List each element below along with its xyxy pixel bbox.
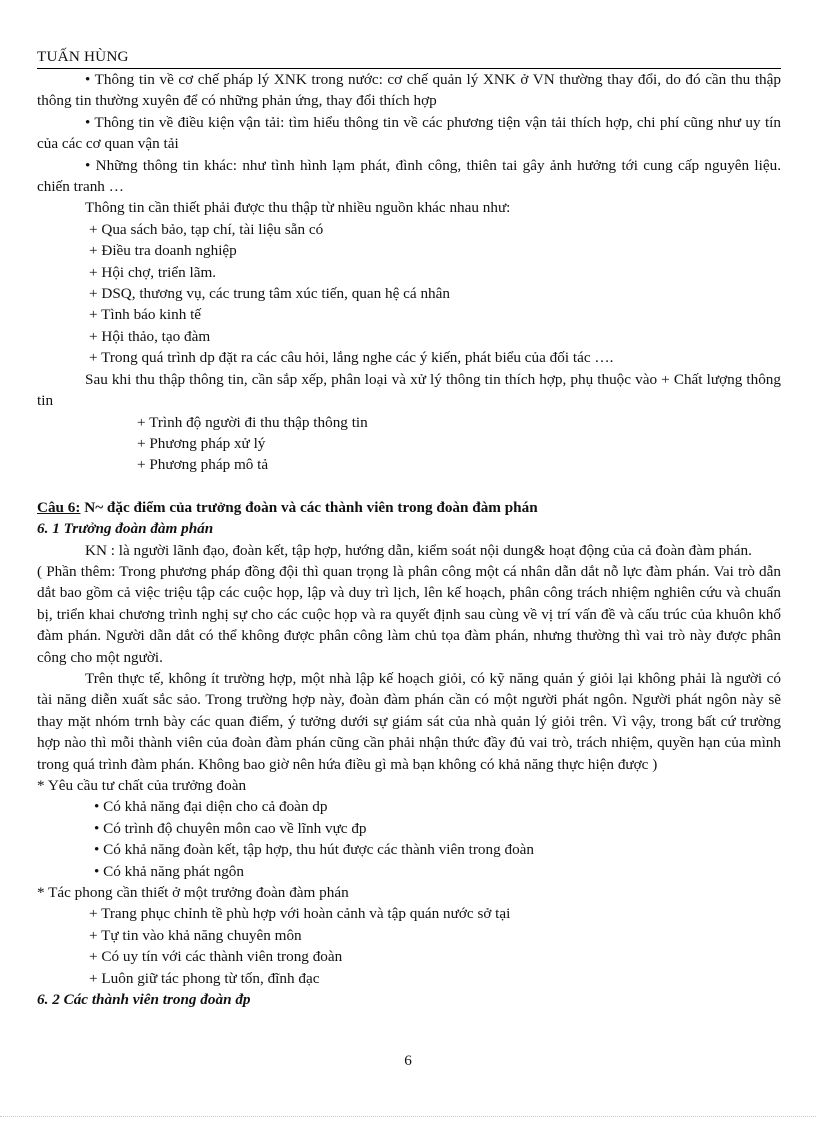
list-item: • Có khả năng phát ngôn (94, 862, 244, 880)
page-number: 6 (404, 1052, 412, 1069)
requirements-heading: * Yêu cầu tư chất của trưởng đoàn (37, 777, 247, 794)
page-bottom-divider (0, 1116, 816, 1117)
list-item: + Trong quá trình dp đặt ra các câu hỏi, lắng nghe các ý kiến, phát biểu của đối tác …. (89, 349, 614, 367)
conduct-heading: * Tác phong cần thiết ở một trưởng đoàn đàm phán (37, 884, 349, 902)
list-item: + Hội thảo, tạo đàm (89, 327, 211, 345)
paragraph-in-practice: Trên thực tế, không ít trường hợp, một nhà lập kế hoạch giỏi, có kỹ năng quản ý giỏi lại không phải là người có tài năng diễn xuất sắc sảo. Trong trường hợp này, đoàn đàm phán cần có một người phát ngôn. Người phát ngôn này sẽ thay mặt nhóm trnh bày các quan điểm, ý tưởng dưới sự giám sát của nhà quản lý giỏi trên. Vì vậy, trong bất cứ trường hợp nào thì mỗi thành viên của đoàn đàm phán cũng cần phải nhận thức đầy đủ vai trò, trách nhiệm, quyền hạn của mình trong quá trình đàm phán. Không bao giờ nên hứa điều gì mà bạn không có khả năng thực hiện được ) (37, 669, 781, 773)
paragraph-transport-info: • Thông tin về điều kiện vận tải: tìm hiểu thông tin về các phương tiện vận tải thích hợp, chi phí cũng như uy tín của các cơ quan vận tải (37, 113, 781, 153)
section-label: Câu 6: (37, 498, 81, 516)
paragraph-sources-intro: Thông tin cần thiết phải được thu thập từ nhiều nguồn khác nhau như: (85, 199, 511, 217)
list-item: + Trang phục chỉnh tề phù hợp với hoàn cảnh và tập quán nước sở tại (89, 905, 511, 923)
list-item: + Hội chợ, triển lãm. (89, 263, 217, 281)
list-item: • Có khả năng đại diện cho cả đoàn dp (94, 798, 328, 816)
list-item: + Tình báo kinh tế (89, 306, 202, 324)
section-title: N~ đặc điểm của trưởng đoàn và các thành viên trong đoàn đàm phán (80, 498, 538, 516)
list-item: + Phương pháp xử lý (137, 434, 266, 452)
subsection-heading-members: 6. 2 Các thành viên trong đoàn đp (37, 991, 251, 1009)
paragraph-definition: KN : là người lãnh đạo, đoàn kết, tập hợp, hướng dẫn, kiểm soát nội dung& hoạt động của cả đoàn đàm phán. (85, 541, 752, 559)
list-item: + Qua sách bảo, tạp chí, tài liệu sẵn có (89, 220, 324, 238)
list-item: + Tự tin vào khả năng chuyên môn (89, 926, 302, 944)
list-item: + Điều tra doanh nghiệp (89, 242, 237, 260)
paragraph-processing: Sau khi thu thập thông tin, cần sắp xếp, phân loại và xử lý thông tin thích hợp, phụ thuộc vào + Chất lượng thông tin (37, 370, 781, 410)
list-item: + DSQ, thương vụ, các trung tâm xúc tiến, quan hệ cá nhân (89, 285, 450, 303)
paragraph-legal-info: • Thông tin về cơ chế pháp lý XNK trong nước: cơ chế quản lý XNK ở VN thường thay đổi, do đó cần thu thập thông tin thường xuyên để có những phản ứng, thay đổi thích hợp (37, 71, 781, 110)
document-page (37, 48, 781, 1010)
list-item: + Có uy tín với các thành viên trong đoàn (89, 948, 343, 966)
paragraph-extra: ( Phần thêm: Trong phương pháp đồng đội thì quan trọng là phân công một cá nhân dẫn dắt nỗ lực đàm phán. Vai trò dẫn dắt bao gồm cả việc triệu tập các cuộc họp, lập và duy trì lịch, lên kế hoạch, phân công trách nhiệm nghiên cứu và chuẩn bị, triển khai chương trình nghị sự cho các cuộc họp và ra quyết định sau cùng về vị trí vấn đề và cấu trúc của khuôn khổ đàm phán. Người dẫn dắt có thể không được phân công làm chủ tọa đàm phán, nhưng thường thì vai trò này được phân công cho một người. (37, 562, 781, 666)
page-header: TUẤN HÙNG (37, 48, 129, 65)
subsection-heading-leader: 6. 1 Trưởng đoàn đàm phán (37, 520, 214, 538)
list-item: + Phương pháp mô tả (137, 456, 269, 474)
paragraph-other-info: • Những thông tin khác: như tình hình lạm phát, đình công, thiên tai gây ảnh hưởng tới cung cấp nguyên liệu. chiến tranh … (37, 156, 781, 196)
list-item: • Có khả năng đoàn kết, tập hợp, thu hút được các thành viên trong đoàn (94, 841, 534, 859)
list-item: + Trình độ người đi thu thập thông tin (137, 413, 368, 431)
list-item: • Có trình độ chuyên môn cao về lĩnh vực đp (94, 819, 367, 837)
section-heading (37, 497, 781, 518)
list-item: + Luôn giữ tác phong từ tốn, đĩnh đạc (89, 969, 320, 987)
spacer (37, 476, 781, 497)
